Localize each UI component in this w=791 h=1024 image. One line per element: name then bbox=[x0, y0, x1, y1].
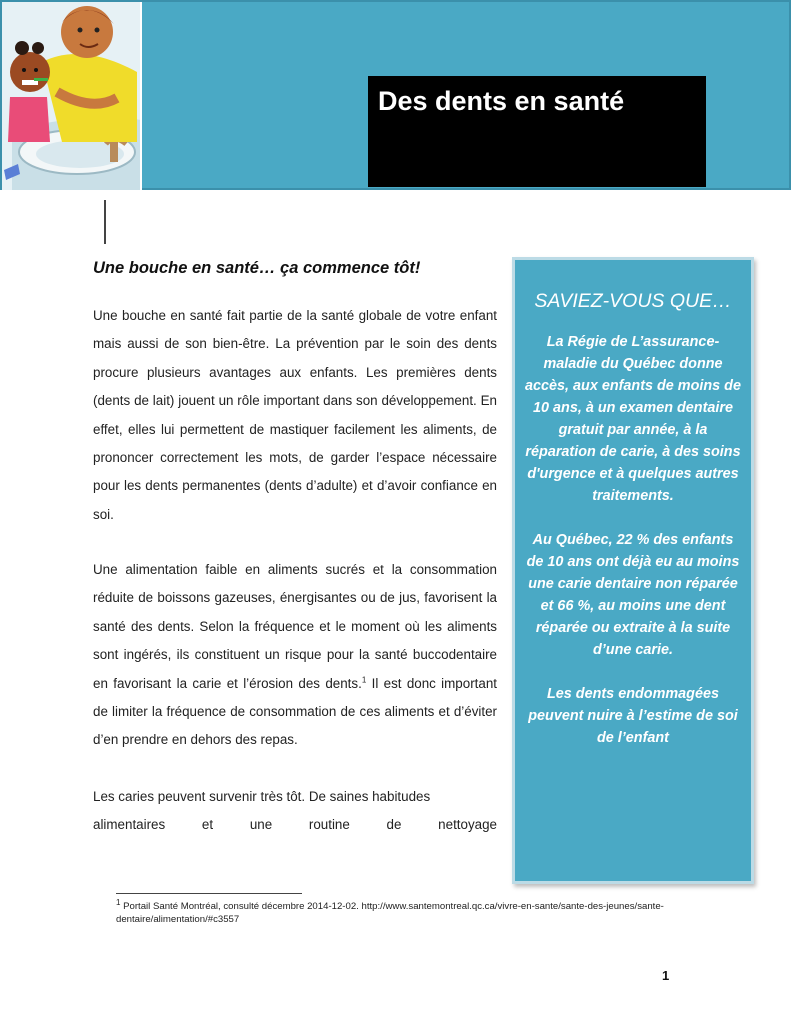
word: nettoyage bbox=[438, 817, 497, 833]
illustration-image bbox=[2, 2, 142, 190]
sidebar-paragraph-2: Au Québec, 22 % des enfants de 10 ans ont déjà eu au moins une carie dentaire non réparée et 66 %, au moins une dent réparée ou extraite à la suite d’une carie. bbox=[526, 532, 740, 658]
page-number: 1 bbox=[662, 968, 670, 983]
did-you-know-sidebar bbox=[512, 257, 754, 884]
word: de bbox=[386, 817, 402, 833]
illustration-father-child-brushing bbox=[2, 2, 142, 190]
article-paragraph-1: Une bouche en santé fait partie de la santé globale de votre enfant mais aussi de son bien-être. La prévention par le soin des dents procure plusieurs avantages aux enfants. Les premières dents (dents de lait) jouent un rôle important dans son développement. En effet, elles lui permettent de mastiquer facilement les aliments, de prononcer correctement les mots, de garder l’espace nécessaire pour les dents permanentes (dents d’adulte) et d’avoir confiance en soi. bbox=[93, 308, 497, 522]
word: et bbox=[201, 817, 214, 833]
article-paragraph-3 bbox=[93, 783, 497, 840]
article-subtitle: Une bouche en santé… ça commence tôt! bbox=[93, 259, 421, 277]
footnote-divider bbox=[116, 893, 302, 894]
title-box bbox=[368, 76, 706, 187]
word: alimentaires bbox=[93, 817, 166, 833]
vertical-divider bbox=[104, 200, 106, 244]
word: routine bbox=[308, 817, 350, 833]
sidebar-paragraph-1: La Régie de L’assurance-maladie du Québec donne accès, aux enfants de moins de 10 ans, à un examen dentaire gratuit par année, à la réparation de carie, à des soins d'urgence et à quelques autres traitements. bbox=[525, 334, 741, 504]
paragraph-3-line-2 bbox=[93, 811, 497, 839]
paragraph-2-text: Une alimentation faible en aliments sucrés et la consommation réduite de boissons gazeuses, énergisantes ou de jus, favorisent la santé des dents. Selon la fréquence et le moment où les aliments sont ingérés, ils constituent un risque pour la santé buccodentaire en favorisant la carie et l’érosion des dents. bbox=[93, 562, 497, 691]
footnote bbox=[116, 897, 696, 926]
article-paragraph-2 bbox=[93, 556, 497, 755]
sidebar-heading: SAVIEZ-VOUS QUE… bbox=[534, 290, 732, 312]
footnote-reference[interactable]: 1 bbox=[361, 675, 367, 685]
footnote-number: 1 bbox=[116, 897, 121, 907]
sidebar-paragraph-3: Les dents endommagées peuvent nuire à l’estime de soi de l’enfant bbox=[528, 686, 738, 746]
footnote-text: Portail Santé Montréal, consulté décembre 2014-12-02. http://www.santemontreal.qc.ca/vivre-en-sante/sante-des-jeunes/sante-dentaire/alimentation/#c3557 bbox=[116, 901, 664, 925]
paragraph-2-continued: Il est donc important de limiter la fréquence de consommation de ces aliments et d’éviter d’en prendre en dehors des repas. bbox=[93, 675, 497, 748]
paragraph-3-line-1: Les caries peuvent survenir très tôt. De saines habitudes bbox=[93, 789, 431, 804]
page-title: Des dents en santé bbox=[378, 86, 625, 116]
header-banner bbox=[0, 0, 791, 190]
word: une bbox=[249, 817, 273, 833]
